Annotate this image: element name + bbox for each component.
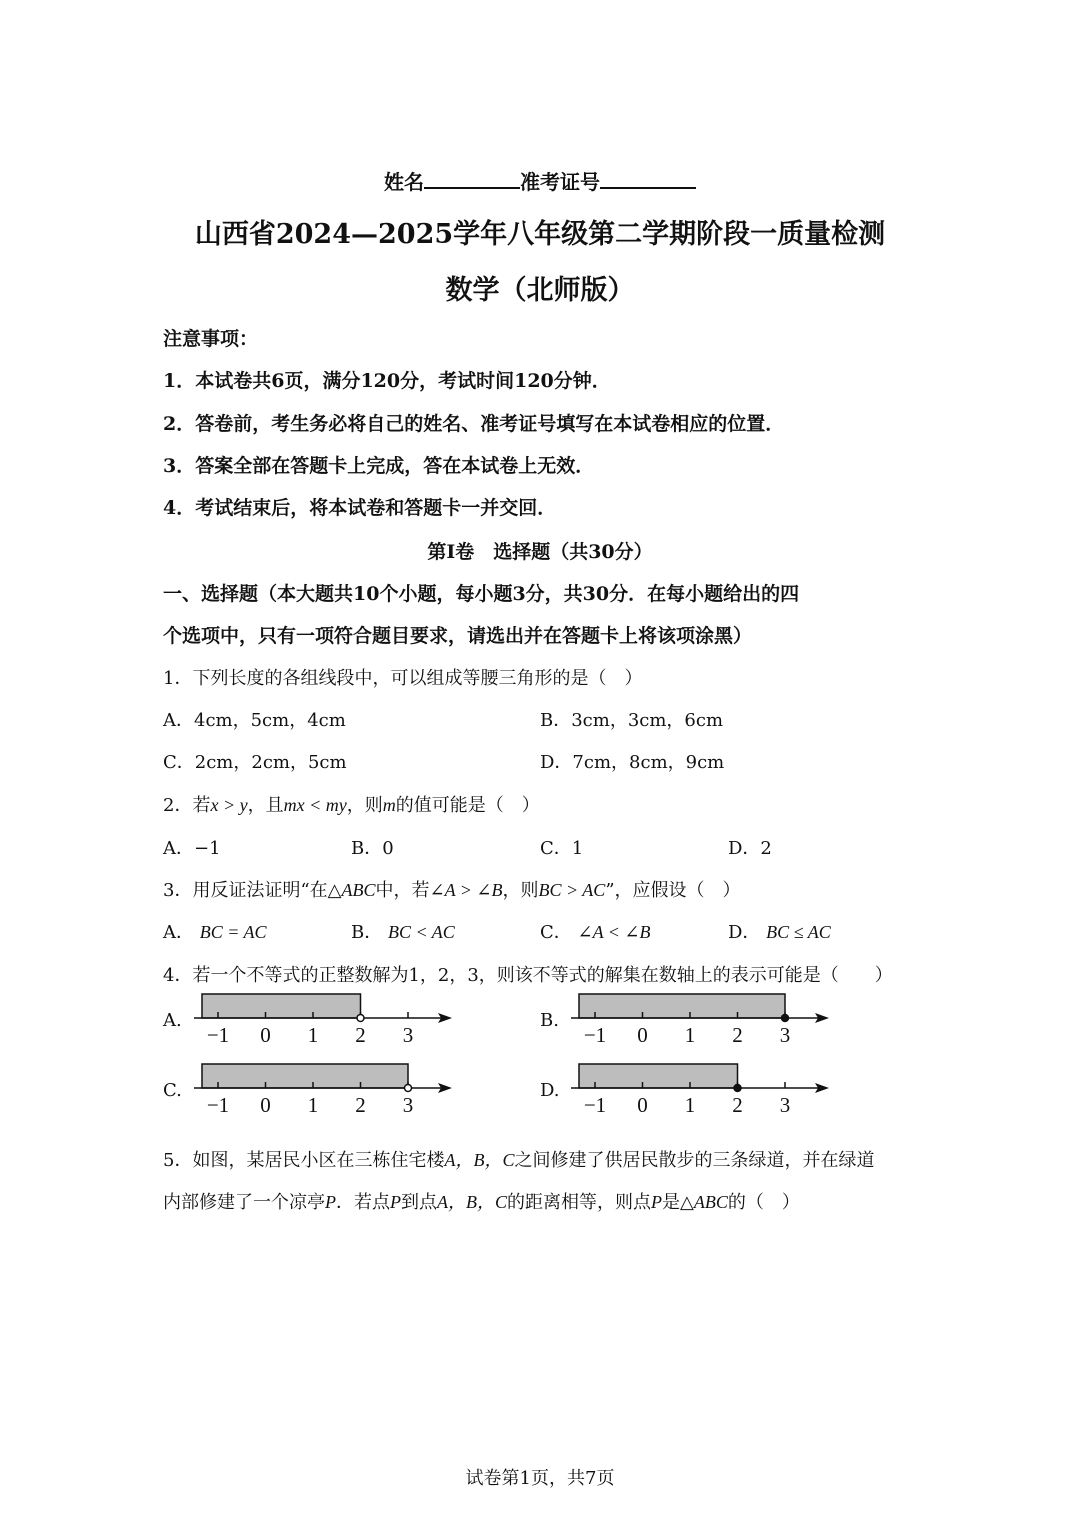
q5-triangle: △ABC bbox=[680, 1192, 728, 1212]
number-line-b bbox=[537, 990, 837, 1050]
note-item: 3．答案全部在答题卡上完成，答在本试卷上无效． bbox=[163, 455, 595, 477]
tick-label: 2 bbox=[355, 1023, 366, 1047]
tick-label: 1 bbox=[684, 1093, 696, 1117]
question-2-option-b: B．0 bbox=[351, 838, 394, 859]
q5-text: 是 bbox=[662, 1192, 680, 1213]
question-3-option-b bbox=[351, 918, 455, 944]
q3-text: ，则 bbox=[502, 880, 539, 901]
note-item: 2．答卷前，考生务必将自己的姓名、准考证号填写在本试卷相应的位置． bbox=[163, 413, 785, 435]
q3-triangle: △ABC bbox=[327, 880, 376, 900]
q5-points: A，B，C bbox=[444, 1150, 515, 1170]
option-label: B. bbox=[540, 1010, 559, 1031]
solution-region bbox=[202, 994, 361, 1018]
question-5-line2 bbox=[163, 1188, 800, 1214]
q3-text: 中，若 bbox=[375, 880, 430, 901]
exam-subtitle: 数学（北师版） bbox=[445, 275, 635, 306]
q5-text: 之间修建了供居民散步的三条绿道，并在绿道 bbox=[514, 1150, 875, 1171]
part-one-title: 第I卷 选择题（共30分） bbox=[427, 541, 653, 563]
tick-label: 0 bbox=[260, 1093, 271, 1117]
option-expr: ∠A < ∠B bbox=[577, 922, 651, 942]
page-footer: 试卷第1页，共7页 bbox=[465, 1468, 615, 1489]
question-2-stem bbox=[163, 791, 540, 817]
question-1-option-a: A．4cm，5cm，4cm bbox=[163, 710, 346, 731]
option-expr: BC ≤ AC bbox=[766, 922, 831, 942]
tick-label: 3 bbox=[779, 1093, 791, 1117]
q3-text: ”，应假设（ ） bbox=[605, 880, 741, 901]
exam-number-label: 准考证号 bbox=[520, 170, 600, 194]
q2-text: ，且 bbox=[247, 795, 284, 816]
q2-text: ，则 bbox=[346, 795, 383, 816]
option-label: B． bbox=[351, 922, 383, 943]
option-expr: BC = AC bbox=[199, 922, 267, 942]
question-1-option-d: D．7cm，8cm，9cm bbox=[540, 752, 725, 773]
tick-label: 1 bbox=[684, 1023, 696, 1047]
q3-text: 3．用反证法证明“在 bbox=[163, 880, 328, 901]
question-4-stem: 4．若一个不等式的正整数解为1，2，3，则该不等式的解集在数轴上的表示可能是（ ） bbox=[163, 965, 893, 986]
tick-label: 2 bbox=[355, 1093, 366, 1117]
question-3-option-a bbox=[163, 918, 267, 944]
question-3-option-c bbox=[540, 918, 651, 944]
question-4-option-c bbox=[160, 1060, 460, 1124]
open-endpoint bbox=[405, 1085, 412, 1092]
question-1-option-b: B．3cm，3cm，6cm bbox=[540, 710, 724, 731]
option-label: D. bbox=[540, 1080, 560, 1101]
exam-number-blank bbox=[600, 169, 696, 189]
number-line-a bbox=[160, 990, 460, 1050]
q5-points: A，B，C bbox=[437, 1192, 507, 1212]
q5-text: 内部修建了一个凉亭 bbox=[163, 1192, 325, 1213]
open-endpoint bbox=[357, 1015, 364, 1022]
option-label: D． bbox=[728, 922, 761, 943]
question-1-option-c: C．2cm，2cm，5cm bbox=[163, 752, 347, 773]
tick-label: −1 bbox=[206, 1093, 230, 1117]
section-instructions-line1: 一、选择题（本大题共10个小题，每小题3分，共30分．在每小题给出的四 bbox=[163, 583, 800, 605]
q5-point-p: P bbox=[325, 1192, 336, 1212]
question-5-line1 bbox=[163, 1146, 874, 1172]
q3-condition: ∠A > ∠B bbox=[429, 880, 503, 900]
q5-text: 的距离相等，则点 bbox=[507, 1192, 651, 1213]
question-3-stem bbox=[163, 876, 741, 902]
question-3-option-d bbox=[728, 918, 831, 944]
q5-text: 5．如图，某居民小区在三栋住宅楼 bbox=[163, 1150, 445, 1171]
solution-region bbox=[579, 994, 785, 1018]
tick-label: 0 bbox=[637, 1093, 648, 1117]
tick-label: 2 bbox=[732, 1023, 743, 1047]
name-label: 姓名 bbox=[384, 170, 424, 194]
tick-label: 3 bbox=[779, 1023, 791, 1047]
tick-label: 0 bbox=[637, 1023, 648, 1047]
exam-title: 山西省2024—2025学年八年级第二学期阶段一质量检测 bbox=[194, 219, 886, 250]
q3-conclusion: BC > AC bbox=[538, 880, 606, 900]
q2-condition-1: x > y bbox=[210, 795, 248, 815]
solution-region bbox=[202, 1064, 408, 1088]
option-label: C. bbox=[163, 1080, 182, 1101]
section-instructions-line2: 个选项中，只有一项符合题目要求，请选出并在答题卡上将该项涂黑） bbox=[163, 625, 753, 647]
number-line-d bbox=[537, 1060, 837, 1120]
option-label: A． bbox=[163, 922, 194, 943]
solution-region bbox=[579, 1064, 738, 1088]
note-item: 4．考试结束后，将本试卷和答题卡一并交回． bbox=[163, 497, 557, 519]
note-item: 1．本试卷共6页，满分120分，考试时间120分钟． bbox=[163, 370, 611, 392]
tick-label: −1 bbox=[583, 1023, 607, 1047]
question-4-option-d bbox=[537, 1060, 837, 1124]
tick-label: 3 bbox=[402, 1023, 414, 1047]
q2-condition-2: mx < my bbox=[283, 795, 347, 815]
candidate-info-line bbox=[0, 166, 1080, 195]
option-label: C． bbox=[540, 922, 572, 943]
tick-label: 0 bbox=[260, 1023, 271, 1047]
question-2-option-a: A．−1 bbox=[163, 838, 221, 859]
closed-endpoint bbox=[734, 1085, 741, 1092]
tick-label: 2 bbox=[732, 1093, 743, 1117]
number-line-c bbox=[160, 1060, 460, 1120]
question-2-option-c: C．1 bbox=[540, 838, 584, 859]
tick-label: 1 bbox=[307, 1093, 319, 1117]
question-2-option-d: D．2 bbox=[728, 838, 772, 859]
question-4-option-a bbox=[160, 990, 460, 1054]
closed-endpoint bbox=[782, 1015, 789, 1022]
tick-label: −1 bbox=[583, 1093, 607, 1117]
question-4-option-b bbox=[537, 990, 837, 1054]
q2-text: 的值可能是（ ） bbox=[395, 795, 540, 816]
question-1-stem: 1．下列长度的各组线段中，可以组成等腰三角形的是（ ） bbox=[163, 668, 643, 689]
q5-point-p: P bbox=[390, 1192, 401, 1212]
name-blank bbox=[424, 169, 520, 189]
tick-label: 3 bbox=[402, 1093, 414, 1117]
q5-text: 到点 bbox=[401, 1192, 437, 1213]
option-label: A. bbox=[163, 1010, 182, 1031]
q5-point-p: P bbox=[651, 1192, 662, 1212]
notes-heading: 注意事项： bbox=[163, 328, 259, 350]
q2-variable: m bbox=[382, 795, 396, 815]
q2-text: 2．若 bbox=[163, 795, 211, 816]
tick-label: −1 bbox=[206, 1023, 230, 1047]
tick-label: 1 bbox=[307, 1023, 319, 1047]
q5-text: 的（ ） bbox=[727, 1192, 800, 1213]
q5-text: ．若点 bbox=[336, 1192, 390, 1213]
option-expr: BC < AC bbox=[387, 922, 455, 942]
